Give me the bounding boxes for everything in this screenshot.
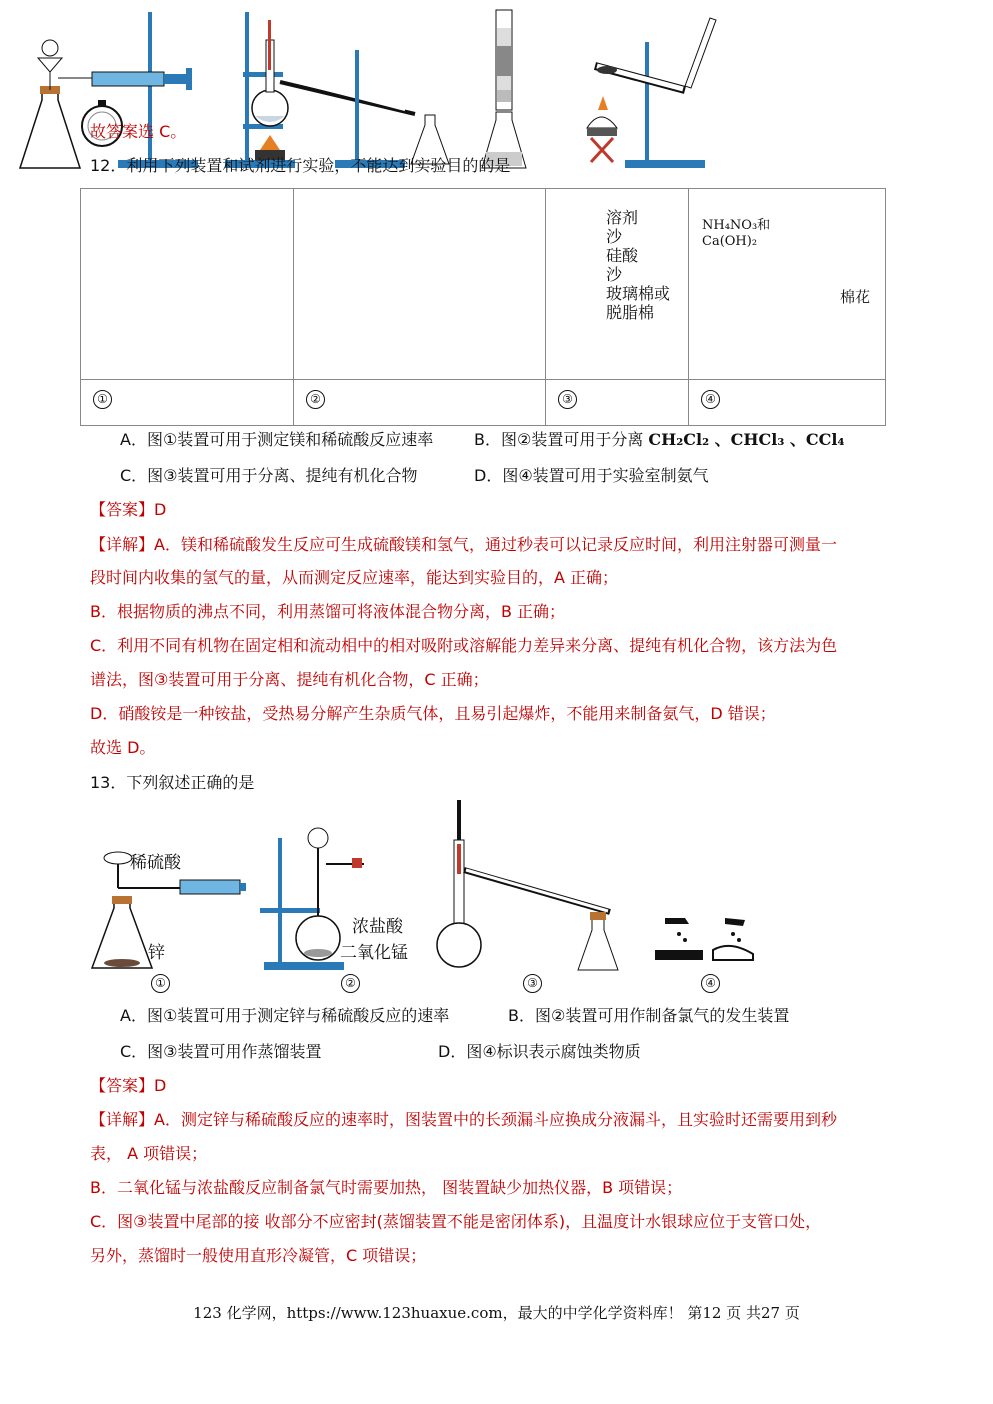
q13-fig-number-4: ④ bbox=[700, 973, 721, 993]
q13-fig1-label-zinc: 锌 bbox=[148, 943, 165, 963]
q12-option-d: D．图④装置可用于实验室制氨气 bbox=[474, 466, 709, 485]
q12-fig3-label-sand: 沙 bbox=[606, 227, 623, 246]
q12-option-b-text: B．图②装置可用于分离 bbox=[474, 430, 644, 449]
q13-option-c: C．图③装置可用作蒸馏装置 bbox=[120, 1042, 322, 1061]
q12-explain-line-3: B．根据物质的沸点不同，利用蒸馏可将液体混合物分离，B 正确； bbox=[90, 602, 566, 621]
q13-fig3-apparatus bbox=[430, 800, 630, 975]
q12-fig4-reagent-line1: NH₄NO₃和 bbox=[702, 218, 771, 233]
q12-fig3-label-sand2: 沙 bbox=[606, 265, 623, 284]
q13-option-a: A．图①装置可用于测定锌与稀硫酸反应的速率 bbox=[120, 1006, 450, 1025]
q12-cell-4 bbox=[688, 188, 886, 380]
q13-answer: 【答案】D bbox=[90, 1076, 167, 1095]
q12-numcell-2 bbox=[293, 379, 546, 426]
q12-option-b bbox=[474, 428, 844, 452]
q12-explain-line-4: C．利用不同有机物在固定相和流动相中的相对吸附或溶解能力差异来分离、提纯有机化合物，该方法为色 bbox=[90, 636, 838, 655]
q12-explain-line-6: D．硝酸铵是一种铵盐，受热易分解产生杂质气体，且易引起爆炸，不能用来制备氨气，D 错误； bbox=[90, 704, 776, 723]
q12-fig-number-4: ④ bbox=[700, 390, 721, 409]
q13-explain-line-3: B．二氧化锰与浓盐酸反应制备氯气时需要加热， 图装置缺少加热仪器，B 项错误； bbox=[90, 1178, 683, 1197]
q12-fig4-cotton-label: 棉花 bbox=[840, 288, 871, 306]
q13-fig1-label-acid: 稀硫酸 bbox=[130, 853, 181, 873]
q13-option-d: D．图④标识表示腐蚀类物质 bbox=[438, 1042, 641, 1061]
q12-explain-line-1: 【详解】A．镁和稀硫酸发生反应可生成硫酸镁和氢气，通过秒表可以记录反应时间，利用注射器可测量一 bbox=[90, 535, 837, 554]
q12-option-a: A．图①装置可用于测定镁和稀硫酸反应速率 bbox=[120, 430, 434, 449]
prev-answer: 故答案选 C。 bbox=[90, 122, 187, 141]
q12-fig-number-3: ③ bbox=[557, 390, 578, 409]
q12-fig3-label-solvent: 溶剂 bbox=[606, 208, 639, 227]
q12-fig4-reagent-label bbox=[702, 218, 770, 250]
q12-fig3-label-cotton: 脱脂棉 bbox=[606, 303, 655, 322]
q13-fig2-label-hcl: 浓盐酸 bbox=[352, 917, 403, 937]
q12-fig-number-2: ② bbox=[305, 390, 326, 409]
q13-fig-number-1: ① bbox=[150, 973, 171, 993]
q13-fig4-corrosive-icon bbox=[655, 910, 755, 965]
q13-explain-line-1: 【详解】A．测定锌与稀硫酸反应的速率时，图装置中的长颈漏斗应换成分液漏斗，且实验时还需要用到秒 bbox=[90, 1110, 837, 1129]
q12-fig-number-1: ① bbox=[92, 390, 113, 409]
q13-explain-line-2: 表， A 项错误； bbox=[90, 1144, 208, 1163]
q12-cell-1 bbox=[80, 188, 294, 380]
q12-fig3-label-glass-wool: 玻璃棉或 bbox=[606, 284, 671, 303]
q13-stem: 13．下列叙述正确的是 bbox=[90, 773, 255, 792]
q13-explain-line-5: 另外，蒸馏时一般使用直形冷凝管，C 项错误； bbox=[90, 1246, 427, 1265]
q12-fig4-reagent-line2: Ca(OH)₂ bbox=[702, 234, 758, 249]
page-footer: 123 化学网，https://www.123huaxue.com，最大的中学化学资料库！ 第12 页 共27 页 bbox=[193, 1304, 800, 1322]
q13-fig-number-2: ② bbox=[340, 973, 361, 993]
q13-fig2-label-mno2: 二氧化锰 bbox=[340, 943, 408, 963]
q12-option-c: C．图③装置可用于分离、提纯有机化合物 bbox=[120, 466, 418, 485]
q12-stem: 12．利用下列装置和试剂进行实验，不能达到实验目的的是 bbox=[90, 156, 511, 175]
q12-fig4-apparatus bbox=[535, 0, 729, 188]
q13-option-b: B．图②装置可用作制备氯气的发生装置 bbox=[508, 1006, 790, 1025]
q12-explain-line-5: 谱法，图③装置可用于分离、提纯有机化合物，C 正确； bbox=[90, 670, 489, 689]
q12-cell-2 bbox=[293, 188, 546, 380]
q12-fig3-labels bbox=[606, 208, 670, 322]
q12-fig3-label-silicic-acid: 硅酸 bbox=[606, 246, 639, 265]
q12-explain-line-7: 故选 D。 bbox=[90, 738, 156, 757]
q13-explain-line-4: C．图③装置中尾部的接 收部分不应密封(蒸馏装置不能是密闭体系)，且温度计水银球应位于支管口处， bbox=[90, 1212, 822, 1231]
q12-option-b-chem: CH₂Cl₂ 、CHCl₃ 、CCl₄ bbox=[648, 430, 845, 449]
q12-explain-line-2: 段时间内收集的氢气的量，从而测定反应速率，能达到实验目的，A 正确； bbox=[90, 568, 619, 587]
q12-answer: 【答案】D bbox=[90, 500, 167, 519]
q13-fig-number-3: ③ bbox=[522, 973, 543, 993]
